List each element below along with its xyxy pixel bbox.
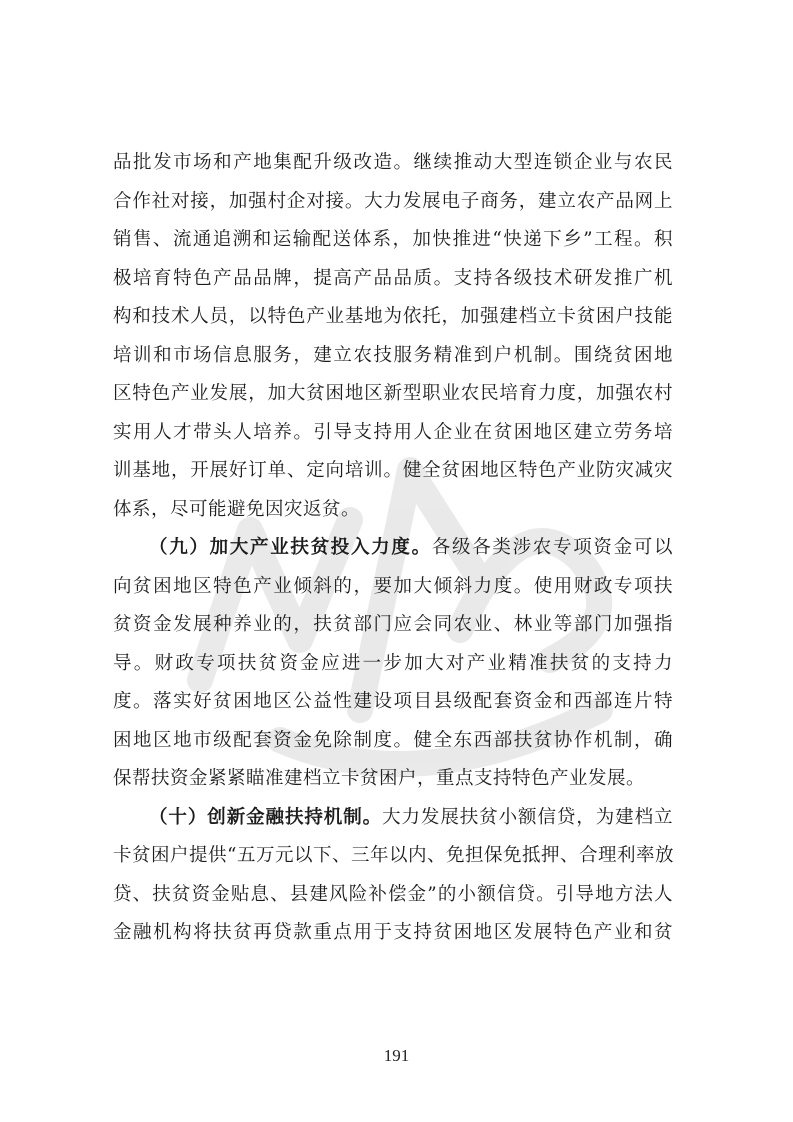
paragraph-first-line: [113, 799, 673, 838]
text-line: 向贫困地区特色产业倾斜的，要加大倾斜力度。使用财政专项扶: [113, 575, 673, 597]
text-line: 贫资金发展种养业的，扶贫部门应会同农业、林业等部门加强指: [113, 614, 673, 635]
section-heading-10: （十）创新金融扶持机制。: [149, 806, 383, 828]
text-line: 区特色产业发展，加大贫困地区新型职业农民培育力度，加强农村: [113, 383, 673, 404]
body-text: [113, 144, 673, 953]
text-span: 各级各类涉农专项资金可以: [431, 537, 673, 558]
text-line: 体系，尽可能避免因灾返贫。: [113, 498, 361, 520]
text-line: 困地区地市级配套资金免除制度。健全东西部扶贫协作机制，确: [113, 729, 673, 751]
text-line: 培训和市场信息服务，建立农技服务精准到户机制。围绕贫困地: [113, 344, 673, 366]
text-line: 保帮扶资金紧紧瞄准建档立卡贫困户，重点支持特色产业发展。: [113, 768, 646, 789]
text-line: 构和技术人员，以特色产业基地为依托，加强建档立卡贫困户技能: [113, 306, 673, 327]
paragraph-first-line: [113, 529, 673, 568]
page-number: 191: [383, 1046, 410, 1065]
text-line: 品批发市场和产地集配升级改造。继续推动大型连锁企业与农民: [113, 152, 673, 173]
text-line: 金融机构将扶贫再贷款重点用于支持贫困地区发展特色产业和贫: [113, 922, 673, 943]
text-span: 大力发展扶贫小额信贷，为建档立: [382, 806, 673, 828]
text-line: 合作社对接，加强村企对接。大力发展电子商务，建立农产品网上: [113, 190, 673, 212]
text-line: 卡贫困户提供“五万元以下、三年以内、免担保免抵押、合理利率放: [113, 845, 674, 866]
text-line: 实用人才带头人培养。引导支持用人企业在贫困地区建立劳务培: [113, 421, 673, 443]
text-line: 度。落实好贫困地区公益性建设项目县级配套资金和西部连片特: [113, 691, 673, 712]
text-line: 贷、扶贫资金贴息、县建风险补偿金”的小额信贷。引导地方法人: [113, 883, 673, 905]
text-line: 销售、流通追溯和运输配送体系，加快推进“快递下乡”工程。积: [113, 229, 673, 250]
section-heading-9: （九）加大产业扶贫投入力度。: [149, 537, 432, 558]
text-line: 训基地，开展好订单、定向培训。健全贫困地区特色产业防灾减灾: [113, 460, 673, 481]
text-line: 极培育特色产品品牌，提高产品品质。支持各级技术研发推广机: [113, 267, 673, 289]
text-line: 导。财政专项扶贫资金应进一步加大对产业精准扶贫的支持力: [113, 652, 673, 674]
